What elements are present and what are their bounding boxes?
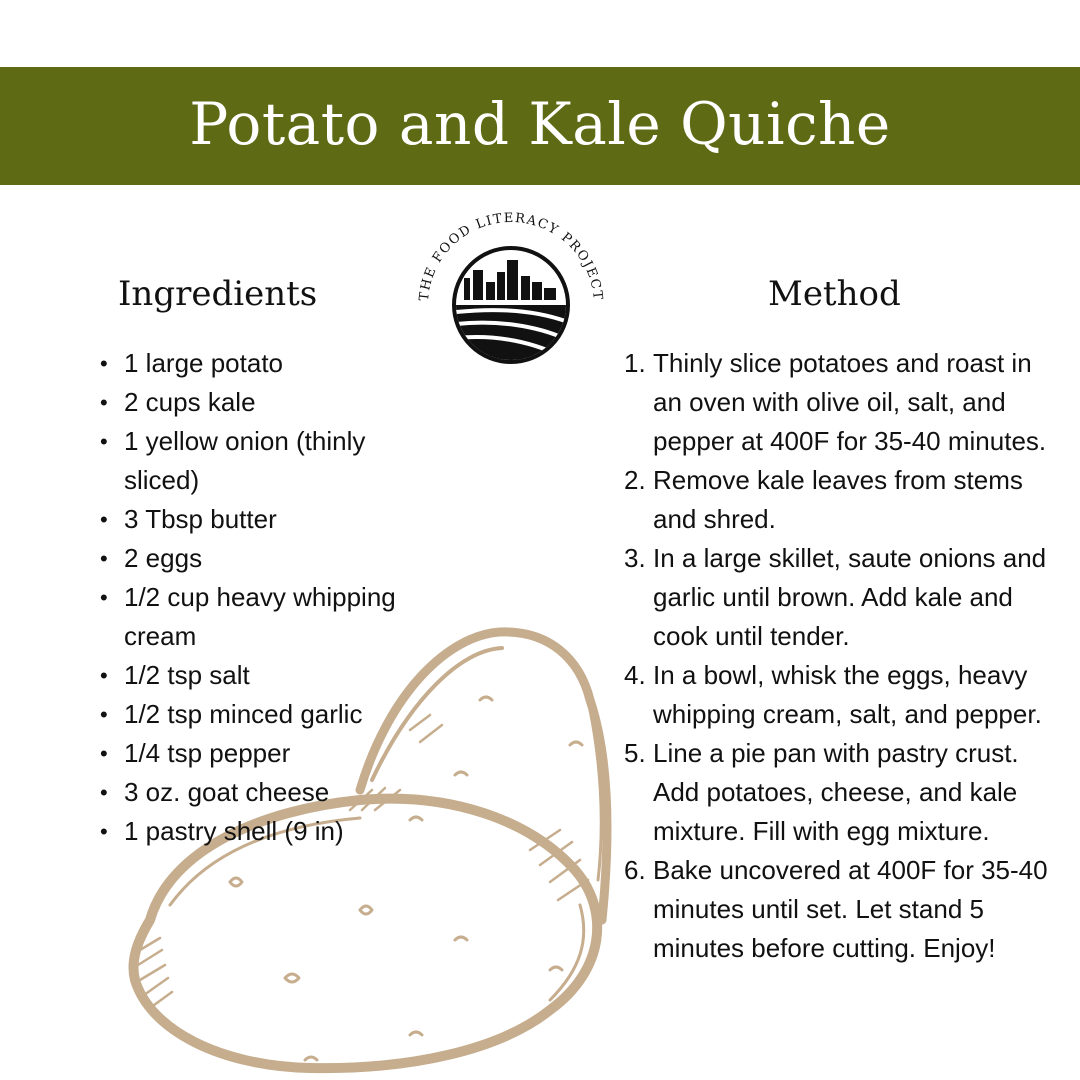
- method-step: 3. In a large skillet, saute onions and garlic until brown. Add kale and cook until tender.: [624, 539, 1054, 656]
- list-item: • 1 large potato: [100, 344, 400, 383]
- ingredients-list: [100, 344, 400, 851]
- page-title: Potato and Kale Quiche: [189, 90, 891, 158]
- list-item: • 1/2 cup heavy whipping cream: [100, 578, 400, 656]
- method-step: 4. In a bowl, whisk the eggs, heavy whipping cream, salt, and pepper.: [624, 656, 1054, 734]
- bullet-icon: •: [100, 819, 108, 844]
- list-item: • 1/4 tsp pepper: [100, 734, 400, 773]
- ingredients-heading: Ingredients: [118, 274, 318, 314]
- list-item: • 1 yellow onion (thinly sliced): [100, 422, 400, 500]
- method-step: 5. Line a pie pan with pastry crust. Add potatoes, cheese, and kale mixture. Fill with egg mixture.: [624, 734, 1054, 851]
- method-step: 1. Thinly slice potatoes and roast in an oven with olive oil, salt, and pepper at 400F for 35-40 minutes.: [624, 344, 1054, 461]
- bullet-icon: •: [100, 507, 108, 532]
- bullet-icon: •: [100, 585, 108, 610]
- step-number: 4.: [624, 660, 646, 690]
- food-literacy-project-logo: [416, 210, 606, 370]
- bullet-icon: •: [100, 351, 108, 376]
- method-list: [624, 344, 1054, 968]
- step-number: 3.: [624, 543, 646, 573]
- list-item: • 3 oz. goat cheese: [100, 773, 400, 812]
- list-item: • 1 pastry shell (9 in): [100, 812, 400, 851]
- bullet-icon: •: [100, 390, 108, 415]
- bullet-icon: •: [100, 702, 108, 727]
- list-item: • 1/2 tsp minced garlic: [100, 695, 400, 734]
- bullet-icon: •: [100, 546, 108, 571]
- method-step: 2. Remove kale leaves from stems and shred.: [624, 461, 1054, 539]
- list-item: • 3 Tbsp butter: [100, 500, 400, 539]
- list-item: • 2 cups kale: [100, 383, 400, 422]
- step-number: 6.: [624, 855, 646, 885]
- list-item: • 2 eggs: [100, 539, 400, 578]
- bullet-icon: •: [100, 663, 108, 688]
- method-step: 6. Bake uncovered at 400F for 35-40 minutes until set. Let stand 5 minutes before cutting. Enjoy!: [624, 851, 1054, 968]
- step-number: 5.: [624, 738, 646, 768]
- title-banner: [0, 67, 1080, 185]
- bullet-icon: •: [100, 429, 108, 454]
- method-heading: Method: [768, 274, 901, 314]
- bullet-icon: •: [100, 741, 108, 766]
- step-number: 1.: [624, 348, 646, 378]
- step-number: 2.: [624, 465, 646, 495]
- list-item: • 1/2 tsp salt: [100, 656, 400, 695]
- bullet-icon: •: [100, 780, 108, 805]
- logo-text: THE FOOD LITERACY PROJECT: [416, 210, 606, 302]
